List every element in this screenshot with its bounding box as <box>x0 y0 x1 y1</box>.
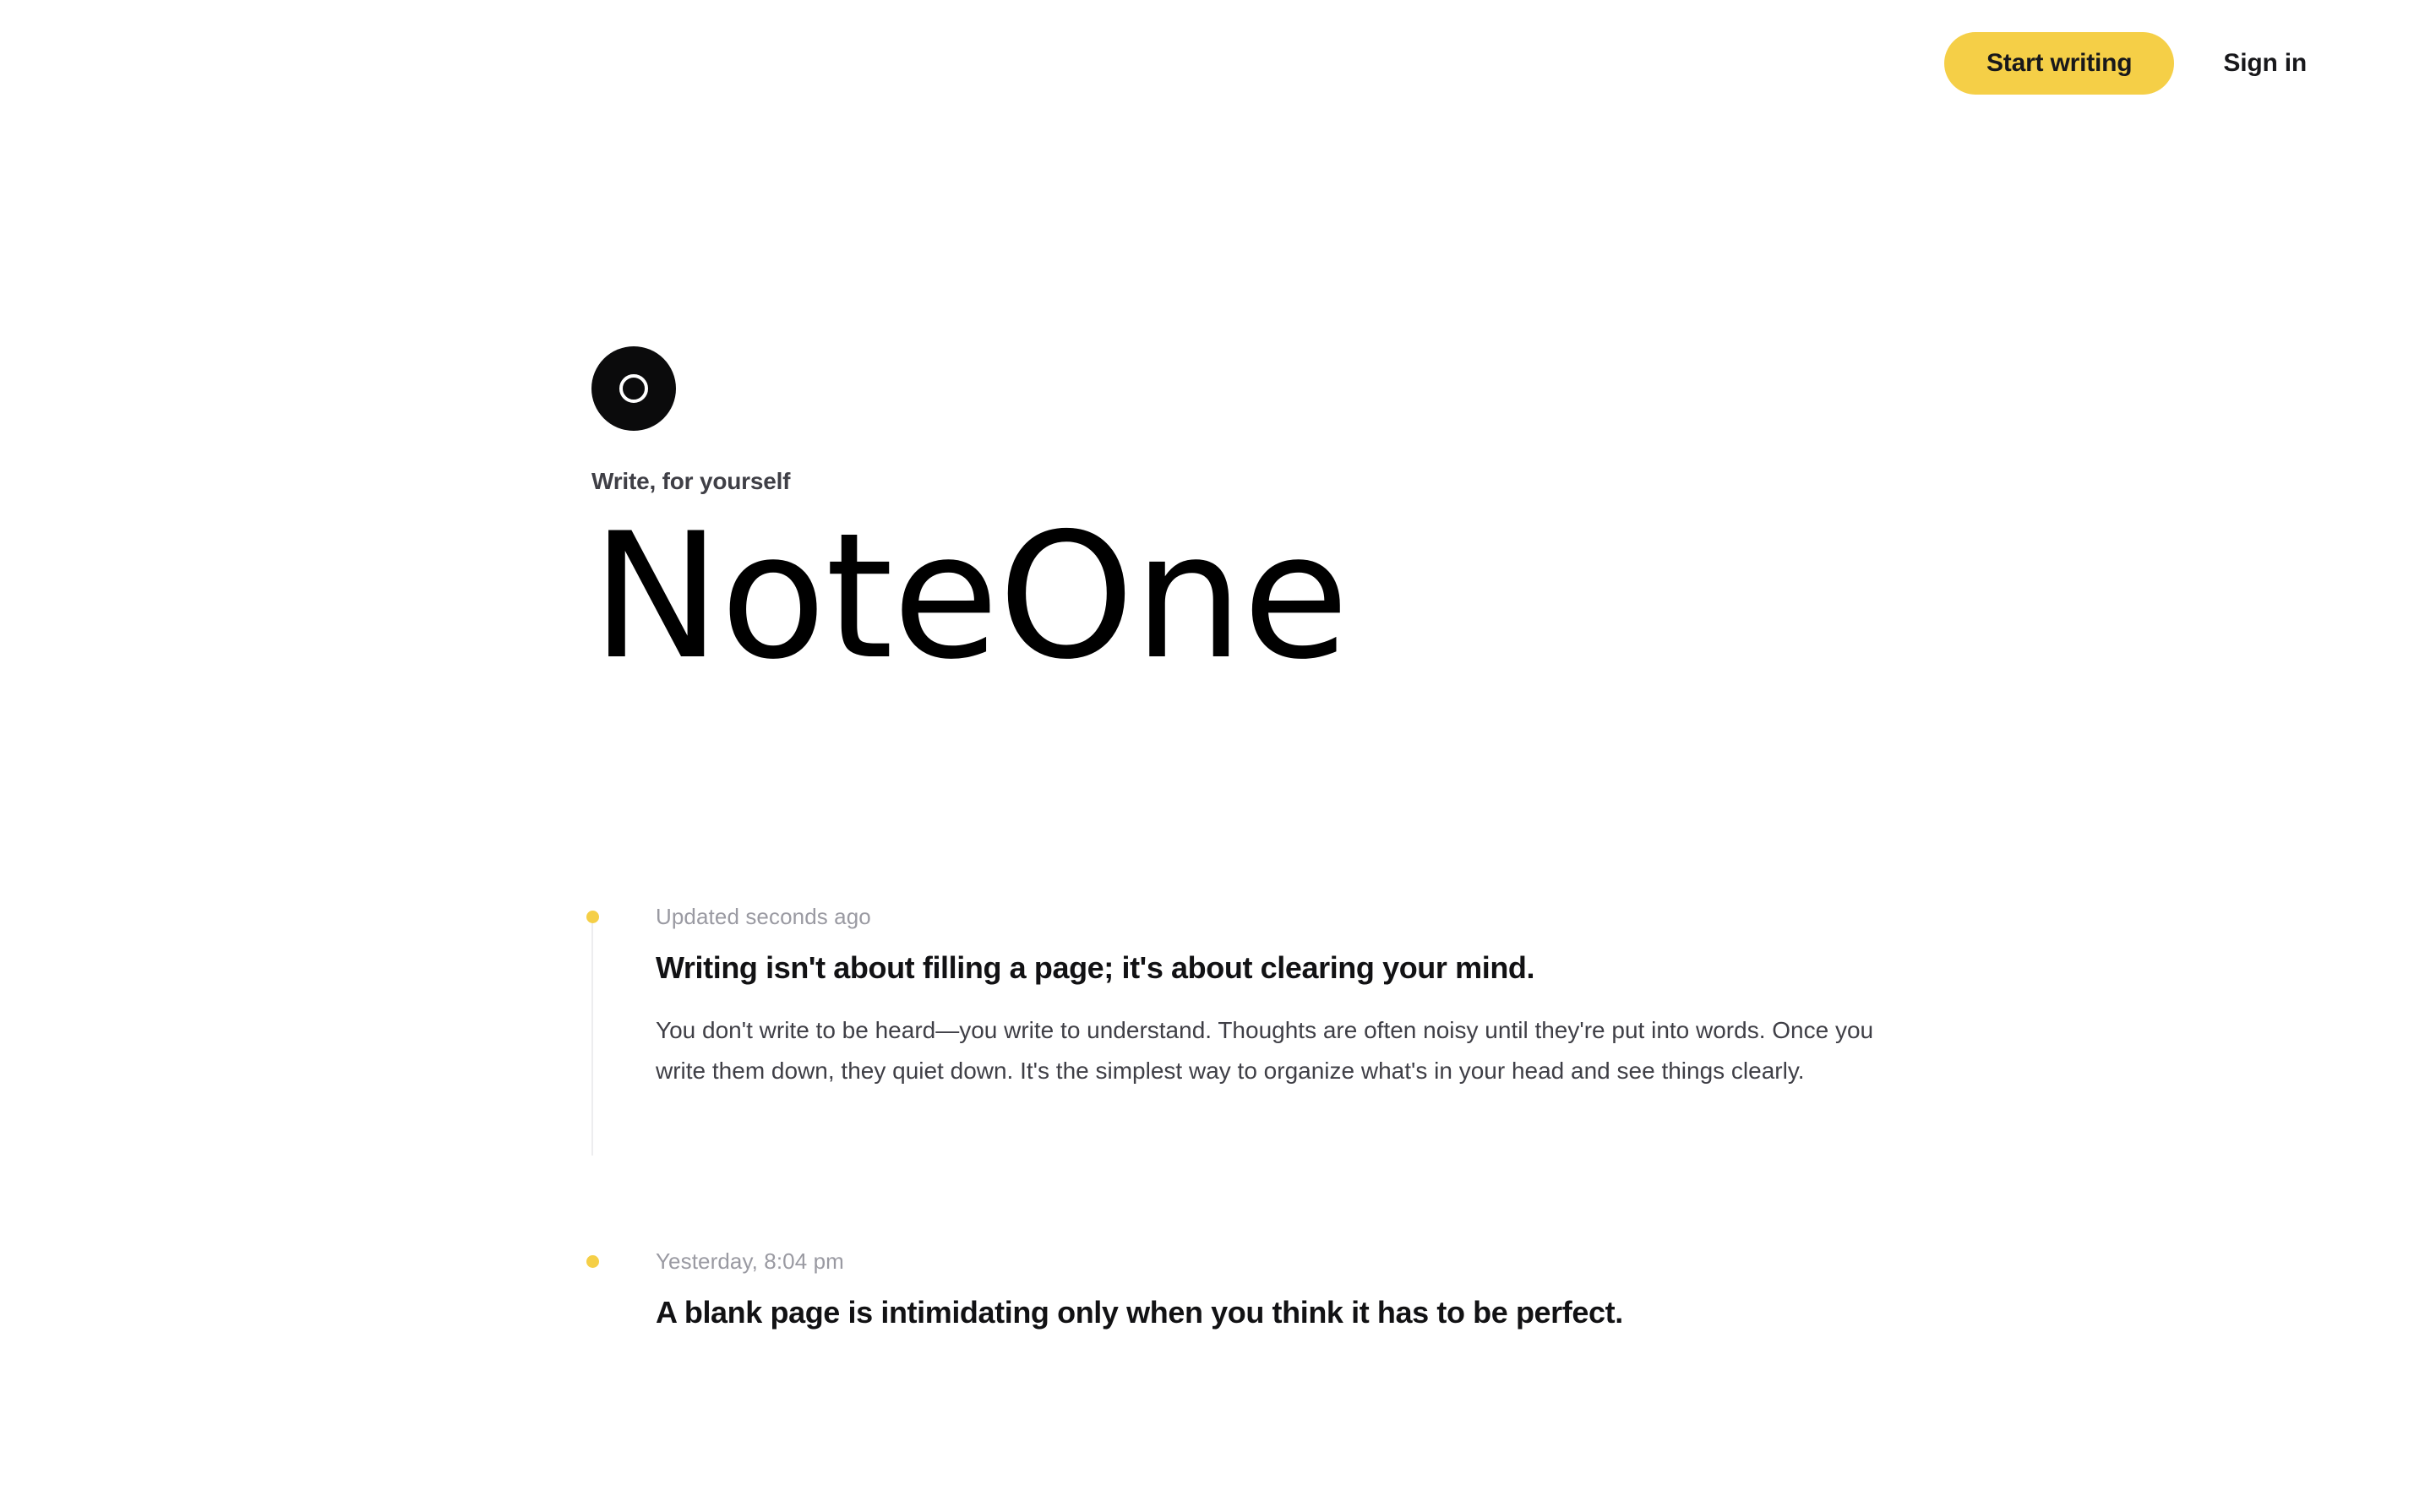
note-title: A blank page is intimidating only when you think it has to be perfect. <box>656 1295 1623 1330</box>
start-writing-button[interactable]: Start writing <box>1944 32 2174 95</box>
note-body: You don't write to be heard—you write to understand. Thoughts are often noisy until they're put into words. Once you write them down, they quiet down. It's the simplest way to organize what's in your head and see things clearly. <box>656 1016 1874 1084</box>
timeline-dot-icon <box>586 1255 599 1268</box>
notes-timeline <box>591 904 1910 1389</box>
timeline-rail <box>591 917 593 1156</box>
circle-ring-icon <box>591 346 676 431</box>
sign-in-button[interactable]: Sign in <box>2208 32 2322 95</box>
note-title: Writing isn't about filling a page; it's about clearing your mind. <box>656 950 1535 985</box>
note-timestamp: Updated seconds ago <box>656 904 871 929</box>
list-item[interactable] <box>591 1248 1910 1389</box>
circle-ring-inner <box>619 374 648 403</box>
timeline-gap <box>591 1147 1910 1248</box>
hero-section <box>591 346 1859 698</box>
list-item[interactable] <box>591 904 1910 1147</box>
timeline-dot-icon <box>586 911 599 923</box>
hero-tagline: Write, for yourself <box>591 468 791 494</box>
page-title: NoteOne <box>591 497 1349 698</box>
note-timestamp: Yesterday, 8:04 pm <box>656 1248 844 1275</box>
top-navigation <box>0 0 2425 127</box>
